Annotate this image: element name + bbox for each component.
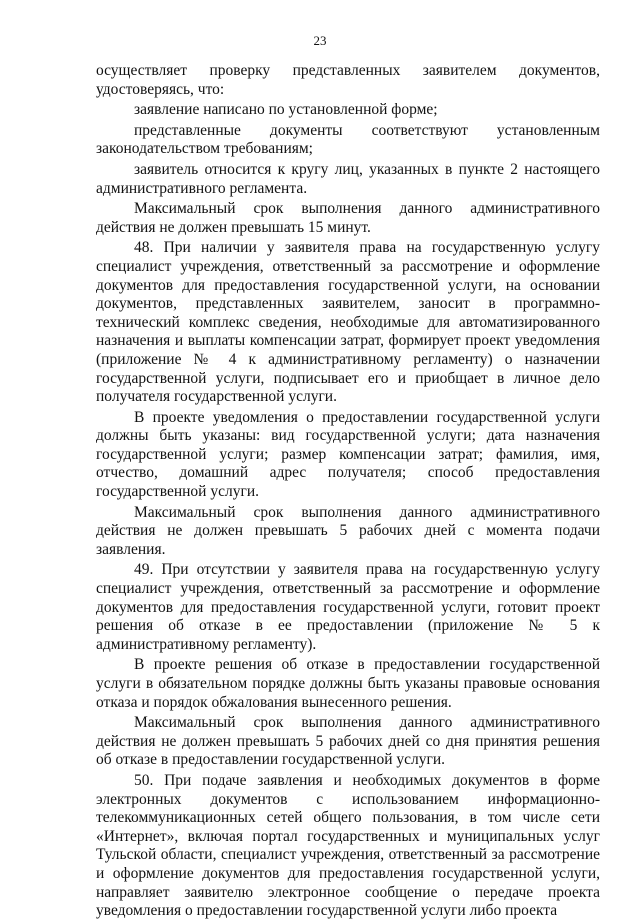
paragraph-notification-contents: В проекте уведомления о предоставлении государственной услуги должны быть указаны: вид государственной услуги; дата назначения государственной услуги; размер компенсации затрат; фамилия, имя, отчество, домашний адрес получателя; способ предоставления государственной услуги. (96, 408, 600, 501)
paragraph-50: 50. При подаче заявления и необходимых документов в форме электронных документов с использованием информационно-телекоммуникационных сетей общего пользования, в том числе сети «Интернет», включая портал государственных и муниципальных услуг Тульской области, специалист учреждения, ответственный за рассмотрение и оформление документов для предоставления государственной услуги, направляет заявителю электронное сообщение о передаче проекта уведомления о предоставлении государственной услуги либо проекта (96, 771, 600, 920)
list-item-form: заявление написано по установленной форме; (134, 101, 438, 119)
paragraph-time-limit-1: Максимальный срок выполнения данного административного действия не должен превышать 15 минут. (96, 200, 600, 236)
paragraph-time-limit-3: Максимальный срок выполнения данного административного действия не должен превышать 5 рабочих дней со дня принятия решения об отказе в предоставлении государственной услуги. (96, 714, 600, 769)
paragraph-time-limit-2: Максимальный срок выполнения данного административного действия не должен превышать 5 рабочих дней с момента подачи заявления. (96, 503, 600, 558)
paragraph-intro: осуществляет проверку представленных заявителем документов, удостоверяясь, что: (96, 62, 600, 98)
paragraph-48: 48. При наличии у заявителя права на государственную услугу специалист учреждения, ответственный за рассмотрение и оформление документов для предоставления государственной услуги, на основании документов, представленных заявителем, заносит в программно-технический комплекс сведения, необходимые для автоматизированного назначения и выплаты компенсации затрат, формирует проект уведомления (приложение № 4 к административному регламенту) о назначении государственной услуги, подписывает его и приобщает в личное дело получателя государственной услуги. (96, 239, 600, 406)
list-item-documents: представленные документы соответствуют установленным законодательством требованиям; (96, 121, 600, 158)
list-item-applicant: заявитель относится к кругу лиц, указанных в пункте 2 настоящего административного регламента. (96, 160, 600, 197)
paragraph-refusal-contents: В проекте решения об отказе в предоставлении государственной услуги в обязательном порядке должны быть указаны правовые основания отказа и порядок обжалования вынесенного решения. (96, 656, 600, 711)
page-number: 23 (313, 33, 327, 48)
document-body (96, 62, 600, 923)
paragraph-49: 49. При отсутствии у заявителя права на государственную услугу специалист учреждения, ответственный за рассмотрение и оформление документов для предоставления государственной услуги, готовит проект решения об отказе в ее предоставлении (приложение № 5 к административному регламенту). (96, 561, 600, 653)
